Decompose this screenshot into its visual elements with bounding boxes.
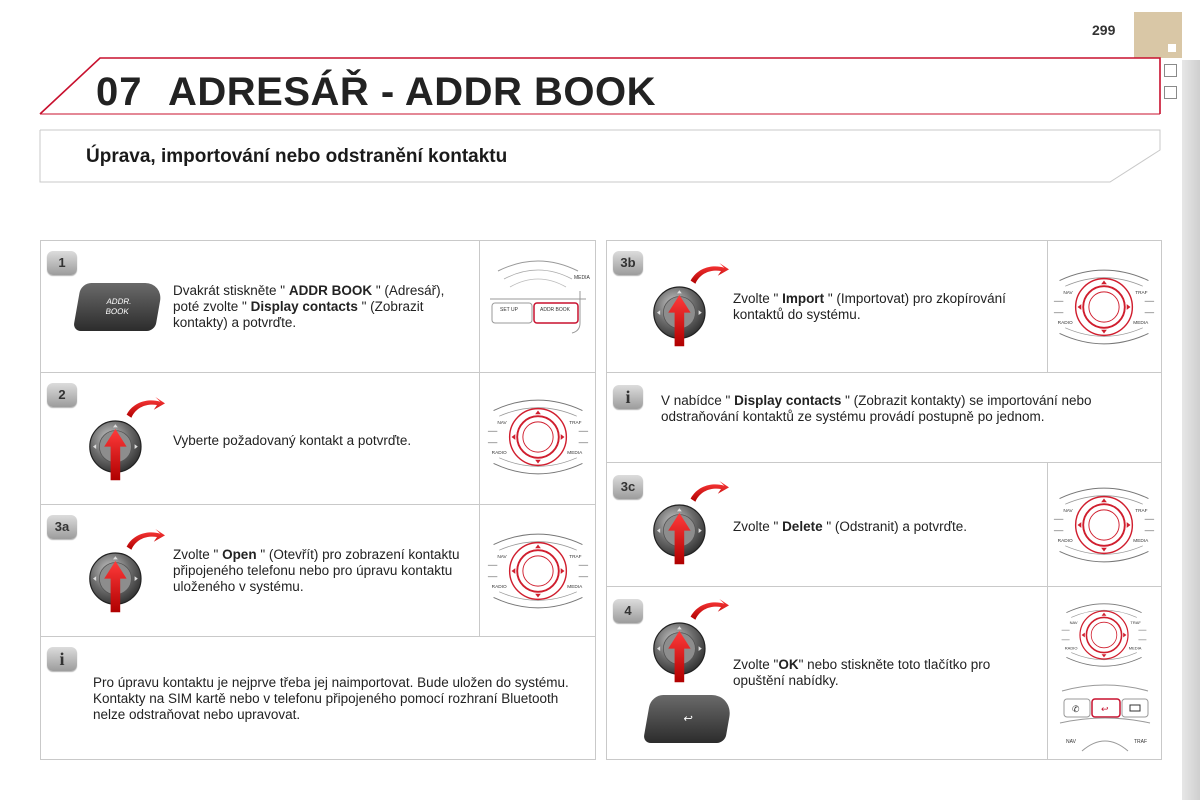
- info-right-text-a: V nabídce ": [661, 393, 735, 408]
- side-scroll-strip: [1182, 60, 1200, 800]
- right-steps-panel: [606, 240, 1162, 760]
- chapter-number: 07: [96, 70, 143, 114]
- info-right-text-b: " (Zobrazit kontakty) se importování nebo odstraňování kontaktů ze systému provádí postupně po jednom.: [661, 393, 1092, 424]
- info-note-right-text: [661, 393, 1151, 425]
- rotary-knob-icon: [85, 527, 165, 619]
- step-1-text-bold-display: Display contacts: [250, 299, 358, 314]
- step-3a-dial-image: [479, 505, 595, 636]
- section-subtitle: Úprava, importování nebo odstranění kontaktu: [86, 146, 508, 167]
- control-panel-illustration: [480, 241, 596, 371]
- step-badge-1: 1: [47, 251, 77, 275]
- step-1-text-b: " (Adresář), poté zvolte ": [173, 283, 445, 314]
- svg-text:✆: ✆: [1072, 705, 1080, 715]
- setup-label: SET UP: [500, 307, 518, 313]
- dial-illustration: [1052, 477, 1156, 573]
- chapter-title: ADRESÁŘ - ADDR BOOK: [168, 70, 657, 114]
- step-1-text-bold-addr: ADDR BOOK: [288, 283, 373, 298]
- rotary-knob-icon: [649, 261, 729, 353]
- step-badge-3c: 3c: [613, 475, 643, 499]
- step-2-text: Vyberte požadovaný kontakt a potvrďte.: [173, 433, 412, 448]
- info-right-text-bold: Display contacts: [734, 393, 842, 408]
- step-2-row: [41, 373, 595, 505]
- step-3b-text-a: Zvolte ": [733, 291, 783, 306]
- step-4-text-bold: OK: [778, 657, 799, 672]
- left-steps-panel: [40, 240, 596, 760]
- step-3a-row: [41, 505, 595, 637]
- step-3b-text-b: " (Importovat) pro zkopírování kontaktů do systému.: [733, 291, 1006, 322]
- nav-label: NAV: [1066, 739, 1076, 745]
- step-3c-text-b: " (Odstranit) a potvrďte.: [822, 519, 967, 534]
- rotary-knob-icon: [649, 479, 729, 571]
- media-label: MEDIA: [574, 275, 590, 281]
- step-badge-3a: 3a: [47, 515, 77, 539]
- info-note-right-row: [607, 373, 1161, 463]
- step-1-text: [173, 283, 473, 331]
- step-3a-text-bold: Open: [222, 547, 257, 562]
- info-icon: i: [613, 385, 643, 409]
- step-3c-dial-image: [1047, 463, 1161, 586]
- step-3b-text: [733, 291, 1033, 323]
- step-4-text-b: " nebo stiskněte toto tlačítko pro opuštění nabídky.: [733, 657, 991, 688]
- dial-illustration: [486, 523, 590, 619]
- step-4-text-a: Zvolte ": [733, 657, 779, 672]
- step-badge-4: 4: [613, 599, 643, 623]
- step-1-panel-image: [479, 241, 595, 372]
- dial-illustration: [486, 389, 590, 485]
- step-4-text: [733, 657, 1033, 689]
- rotary-knob-icon: [649, 597, 729, 689]
- step-3c-text-a: Zvolte ": [733, 519, 783, 534]
- step-4-row: [607, 587, 1161, 759]
- step-3b-text-bold: Import: [782, 291, 825, 306]
- step-3a-text: [173, 547, 463, 595]
- step-4-image: [1047, 587, 1161, 759]
- step-3c-row: [607, 463, 1161, 587]
- step-badge-2: 2: [47, 383, 77, 407]
- addr-book-button-line1: ADDR.: [105, 297, 133, 306]
- step-3b-row: [607, 241, 1161, 373]
- step-1-text-a: Dvakrát stiskněte ": [173, 283, 289, 298]
- rotary-knob-icon: [85, 395, 165, 487]
- info-icon: i: [47, 647, 77, 671]
- info-note-left-row: [41, 637, 595, 759]
- step-3c-text-bold: Delete: [782, 519, 823, 534]
- dial-illustration: [1052, 595, 1156, 675]
- step-3a-text-a: Zvolte ": [173, 547, 223, 562]
- dial-illustration: [1052, 259, 1156, 355]
- addr-book-button: [73, 283, 163, 331]
- step-badge-3b: 3b: [613, 251, 643, 275]
- svg-text:↩: ↩: [1101, 705, 1109, 715]
- traf-label: TRAF: [1134, 739, 1148, 745]
- back-panel-illustration: [1052, 679, 1158, 753]
- step-3a-text-b: " (Otevřít) pro zobrazení kontaktu připojeného telefonu nebo pro úpravu kontaktu uloženého v systému.: [173, 547, 460, 594]
- step-1-text-c: " (Zobrazit kontakty) a potvrďte.: [173, 299, 424, 330]
- info-note-left-text: Pro úpravu kontaktu je nejprve třeba jej naimportovat. Bude uložen do systému. Kontakty na SIM kartě nebo v telefonu připojeného pomocí rozhraní Bluetooth nelze odstraňovat nebo upravovat.: [93, 675, 569, 722]
- step-3c-text: [733, 519, 1033, 535]
- addr-label: ADDR BOOK: [540, 307, 571, 313]
- addr-book-button-line2: BOOK: [104, 307, 130, 316]
- step-3b-dial-image: [1047, 241, 1161, 372]
- step-2-dial-image: [479, 373, 595, 504]
- page-number: 299: [1092, 22, 1116, 38]
- back-button-illustration: ↩: [643, 695, 733, 743]
- step-1-row: [41, 241, 595, 373]
